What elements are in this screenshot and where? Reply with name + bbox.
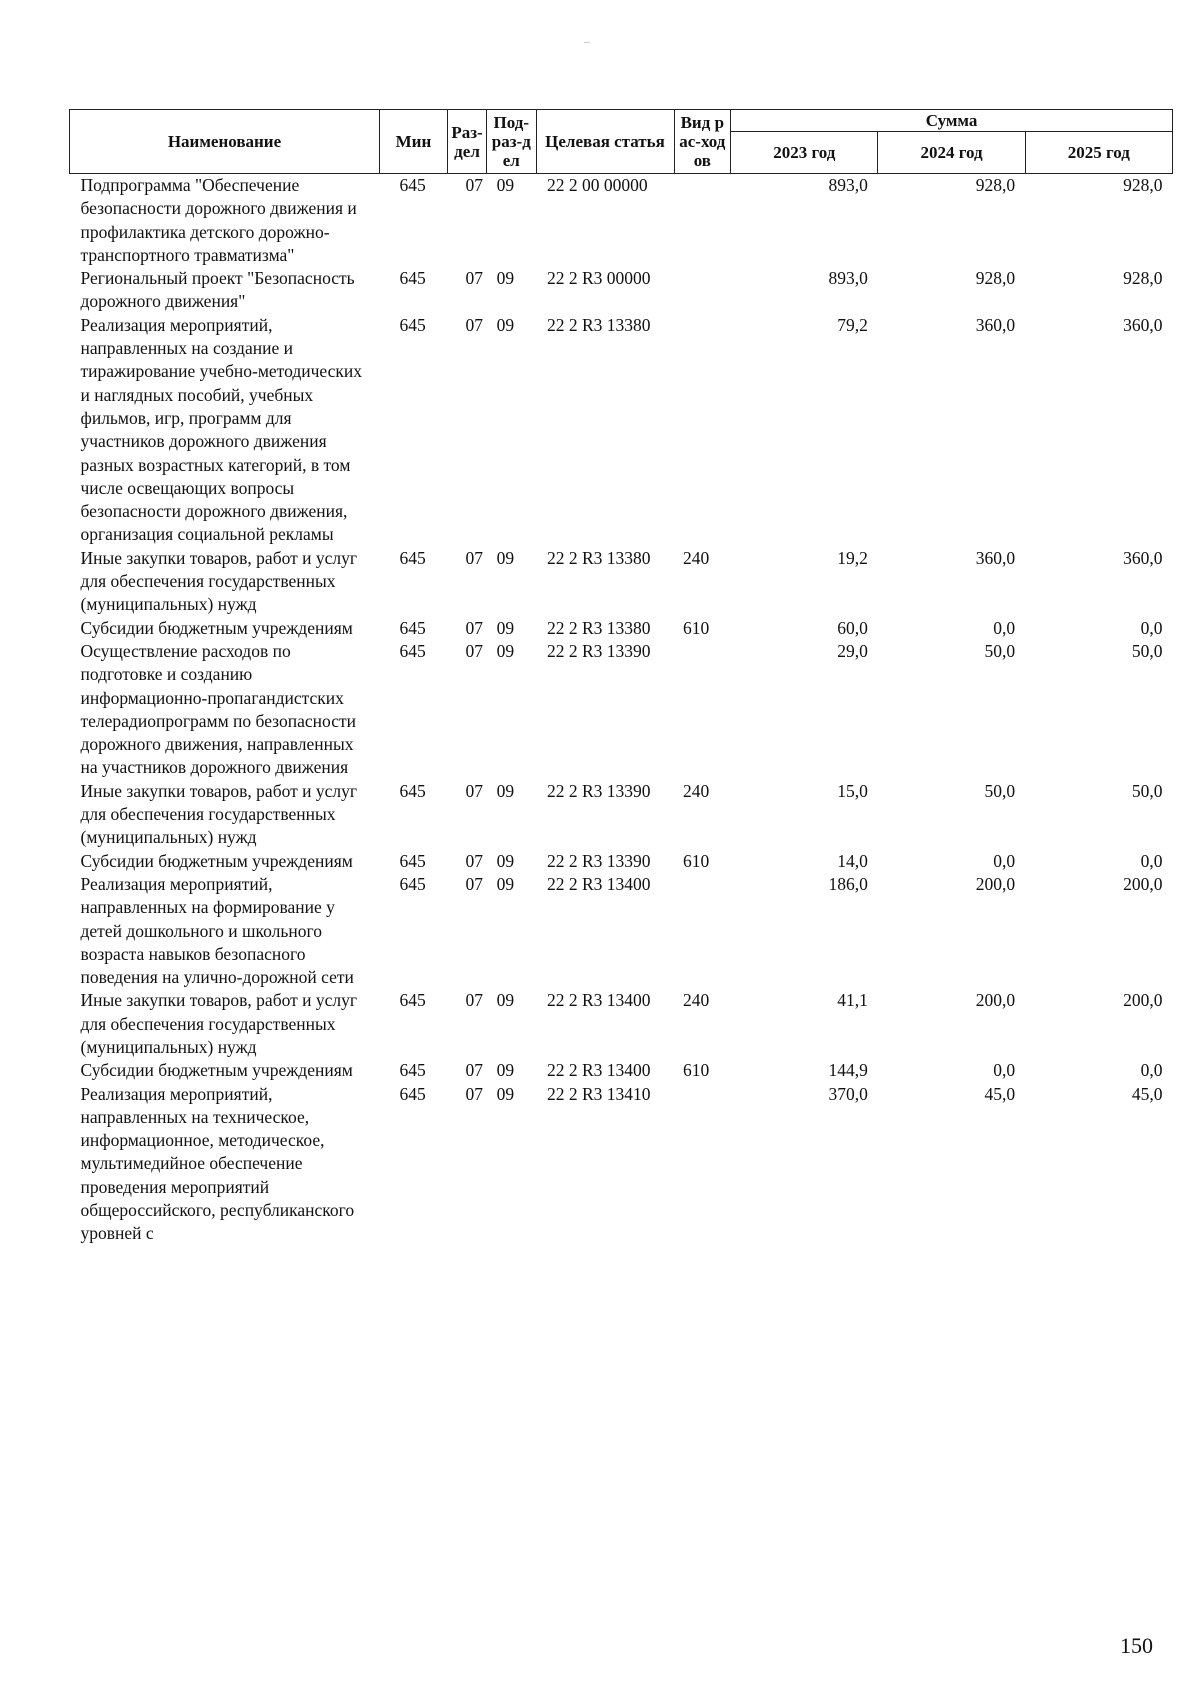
cell-2024: 360,0 — [975, 314, 1016, 335]
cell-podrazdel: 09 — [496, 780, 515, 801]
cell-razdel: 07 — [465, 1083, 483, 1104]
cell-min: 645 — [399, 1060, 426, 1081]
cell-razdel: 07 — [465, 268, 483, 289]
cell-2025: 50,0 — [1131, 640, 1163, 661]
cell-vid: 610 — [683, 617, 710, 638]
table-row — [70, 640, 1173, 780]
cell-vid: 610 — [683, 850, 710, 871]
cell-celevaya: 22 2 R3 13390 — [547, 850, 651, 871]
cell-podrazdel: 09 — [496, 1083, 515, 1104]
cell-2023: 15,0 — [837, 780, 868, 801]
cell-2024: 50,0 — [984, 780, 1016, 801]
cell-celevaya: 22 2 R3 13400 — [547, 873, 651, 894]
table-row — [70, 1059, 1173, 1082]
cell-2023: 19,2 — [837, 547, 868, 568]
cell-name: Субсидии бюджетным учреждениям — [80, 850, 353, 871]
table-row — [70, 873, 1173, 989]
cell-razdel: 07 — [465, 873, 483, 894]
cell-2025: 360,0 — [1123, 314, 1163, 335]
table-row — [70, 850, 1173, 873]
cell-name: Иные закупки товаров, работ и услуг для обеспечения государственных (муниципальных) нужд — [80, 990, 358, 1057]
scan-artifact — [584, 42, 590, 43]
cell-vid — [674, 174, 731, 268]
cell-name: Субсидии бюджетным учреждениям — [80, 617, 353, 638]
cell-celevaya: 22 2 00 00000 — [547, 175, 648, 195]
cell-celevaya: 22 2 R3 13410 — [547, 1083, 651, 1104]
cell-razdel: 07 — [465, 640, 483, 661]
cell-2024: 45,0 — [984, 1083, 1016, 1104]
cell-celevaya: 22 2 R3 00000 — [547, 268, 651, 289]
cell-vid — [674, 873, 731, 989]
cell-2024: 0,0 — [993, 617, 1016, 638]
cell-razdel: 07 — [465, 850, 483, 871]
header-min: Мин — [379, 110, 447, 174]
cell-2025: 50,0 — [1131, 780, 1163, 801]
cell-razdel: 07 — [465, 547, 483, 568]
table-row — [70, 1083, 1173, 1246]
cell-podrazdel: 09 — [496, 640, 515, 661]
table-row — [70, 780, 1173, 850]
cell-name: Региональный проект "Безопасность дорожного движения" — [80, 268, 355, 312]
cell-2023: 893,0 — [828, 175, 868, 195]
cell-name: Подпрограмма "Обеспечение безопасности дорожного движения и профилактика детского дорожно-транспортного травматизма" — [80, 175, 357, 265]
cell-celevaya: 22 2 R3 13380 — [547, 314, 651, 335]
cell-2025: 0,0 — [1140, 617, 1163, 638]
cell-name: Реализация мероприятий, направленных на создание и тиражирование учебно-методических и наглядных пособий, учебных фильмов, игр, программ для участников дорожного движения разных возрастных категорий, в том числе освещающих вопросы безопасности дорожного движения, организация социальной рекламы — [80, 314, 362, 545]
cell-celevaya: 22 2 R3 13400 — [547, 990, 651, 1011]
cell-2025: 0,0 — [1140, 850, 1163, 871]
cell-podrazdel: 09 — [496, 268, 515, 289]
cell-2025: 45,0 — [1131, 1083, 1163, 1104]
cell-podrazdel: 09 — [496, 1060, 515, 1081]
cell-2024: 360,0 — [975, 547, 1016, 568]
cell-2023: 144,9 — [828, 1060, 868, 1081]
cell-name: Реализация мероприятий, направленных на техническое, информационное, методическое, мультимедийное обеспечение проведения мероприятий общероссийского, республиканского уровней с — [80, 1083, 355, 1244]
cell-2023: 14,0 — [837, 850, 868, 871]
cell-2024: 0,0 — [993, 850, 1016, 871]
table-row — [70, 617, 1173, 640]
header-razdel: Раз-дел — [447, 110, 486, 174]
cell-2023: 370,0 — [828, 1083, 868, 1104]
cell-razdel: 07 — [465, 1060, 483, 1081]
cell-celevaya: 22 2 R3 13390 — [547, 640, 651, 661]
cell-podrazdel: 09 — [496, 547, 515, 568]
cell-2024: 0,0 — [993, 1060, 1016, 1081]
header-2025: 2025 год — [1025, 132, 1172, 174]
cell-min: 645 — [399, 175, 426, 195]
header-2024: 2024 год — [878, 132, 1025, 174]
cell-razdel: 07 — [465, 780, 483, 801]
table-row — [70, 174, 1173, 268]
cell-celevaya: 22 2 R3 13380 — [547, 547, 651, 568]
cell-vid — [674, 1083, 731, 1246]
cell-2025: 928,0 — [1123, 268, 1163, 289]
header-name: Наименование — [70, 110, 380, 174]
cell-min: 645 — [399, 873, 426, 894]
table-row — [70, 989, 1173, 1059]
cell-2023: 893,0 — [828, 268, 868, 289]
cell-2023: 29,0 — [837, 640, 868, 661]
cell-name: Субсидии бюджетным учреждениям — [80, 1060, 353, 1081]
cell-2025: 200,0 — [1123, 873, 1163, 894]
cell-podrazdel: 09 — [496, 175, 515, 195]
cell-2023: 41,1 — [837, 990, 868, 1011]
cell-vid: 240 — [683, 990, 710, 1011]
cell-celevaya: 22 2 R3 13380 — [547, 617, 651, 638]
cell-name: Осуществление расходов по подготовке и созданию информационно-пропагандистских телерадиопрограмм по безопасности дорожного движения, направленных на участников дорожного движения — [80, 640, 356, 778]
cell-vid: 610 — [683, 1060, 710, 1081]
cell-name: Иные закупки товаров, работ и услуг для обеспечения государственных (муниципальных) нужд — [80, 780, 358, 848]
cell-celevaya: 22 2 R3 13390 — [547, 780, 651, 801]
cell-name: Реализация мероприятий, направленных на формирование у детей дошкольного и школьного возраста навыков безопасного поведения на улично-дорожной сети — [80, 873, 354, 988]
header-2023: 2023 год — [731, 132, 878, 174]
cell-2024: 200,0 — [975, 873, 1016, 894]
header-vid: Вид рас-ходов — [674, 110, 731, 174]
cell-vid — [674, 314, 731, 547]
budget-table — [69, 109, 1173, 1246]
cell-vid: 240 — [683, 780, 710, 801]
cell-min: 645 — [399, 780, 426, 801]
cell-razdel: 07 — [465, 617, 483, 638]
cell-2024: 50,0 — [984, 640, 1016, 661]
cell-2024: 928,0 — [975, 268, 1016, 289]
cell-min: 645 — [399, 547, 426, 568]
table-row — [70, 267, 1173, 314]
cell-2025: 360,0 — [1123, 547, 1163, 568]
cell-podrazdel: 09 — [496, 990, 515, 1011]
cell-2023: 60,0 — [837, 617, 868, 638]
cell-celevaya: 22 2 R3 13400 — [547, 1060, 651, 1081]
header-celevaya: Целевая статья — [536, 110, 674, 174]
table-header — [70, 110, 1173, 174]
header-podrazdel: Под-раз-дел — [487, 110, 536, 174]
cell-min: 645 — [399, 640, 426, 661]
cell-vid — [674, 267, 731, 314]
cell-2025: 0,0 — [1140, 1060, 1163, 1081]
cell-min: 645 — [399, 850, 426, 871]
page-number: 150 — [1120, 1633, 1153, 1658]
cell-2024: 928,0 — [975, 175, 1016, 195]
cell-podrazdel: 09 — [496, 850, 515, 871]
header-summa: Сумма — [731, 110, 1173, 132]
cell-vid: 240 — [683, 547, 710, 568]
cell-vid — [674, 640, 731, 780]
table-row — [70, 547, 1173, 617]
table-row — [70, 314, 1173, 547]
cell-name: Иные закупки товаров, работ и услуг для обеспечения государственных (муниципальных) нужд — [80, 547, 358, 615]
cell-min: 645 — [399, 990, 426, 1011]
table-body — [70, 174, 1173, 1246]
cell-razdel: 07 — [465, 175, 483, 195]
cell-min: 645 — [399, 314, 426, 335]
cell-min: 645 — [399, 1083, 426, 1104]
cell-razdel: 07 — [465, 314, 483, 335]
cell-2024: 200,0 — [975, 990, 1016, 1011]
cell-podrazdel: 09 — [496, 873, 515, 894]
cell-min: 645 — [399, 617, 426, 638]
cell-2023: 186,0 — [828, 873, 868, 894]
cell-2025: 200,0 — [1123, 990, 1163, 1011]
cell-2023: 79,2 — [837, 314, 868, 335]
cell-min: 645 — [399, 268, 426, 289]
cell-podrazdel: 09 — [496, 617, 515, 638]
cell-razdel: 07 — [465, 990, 483, 1011]
cell-podrazdel: 09 — [496, 314, 515, 335]
cell-2025: 928,0 — [1123, 175, 1163, 195]
